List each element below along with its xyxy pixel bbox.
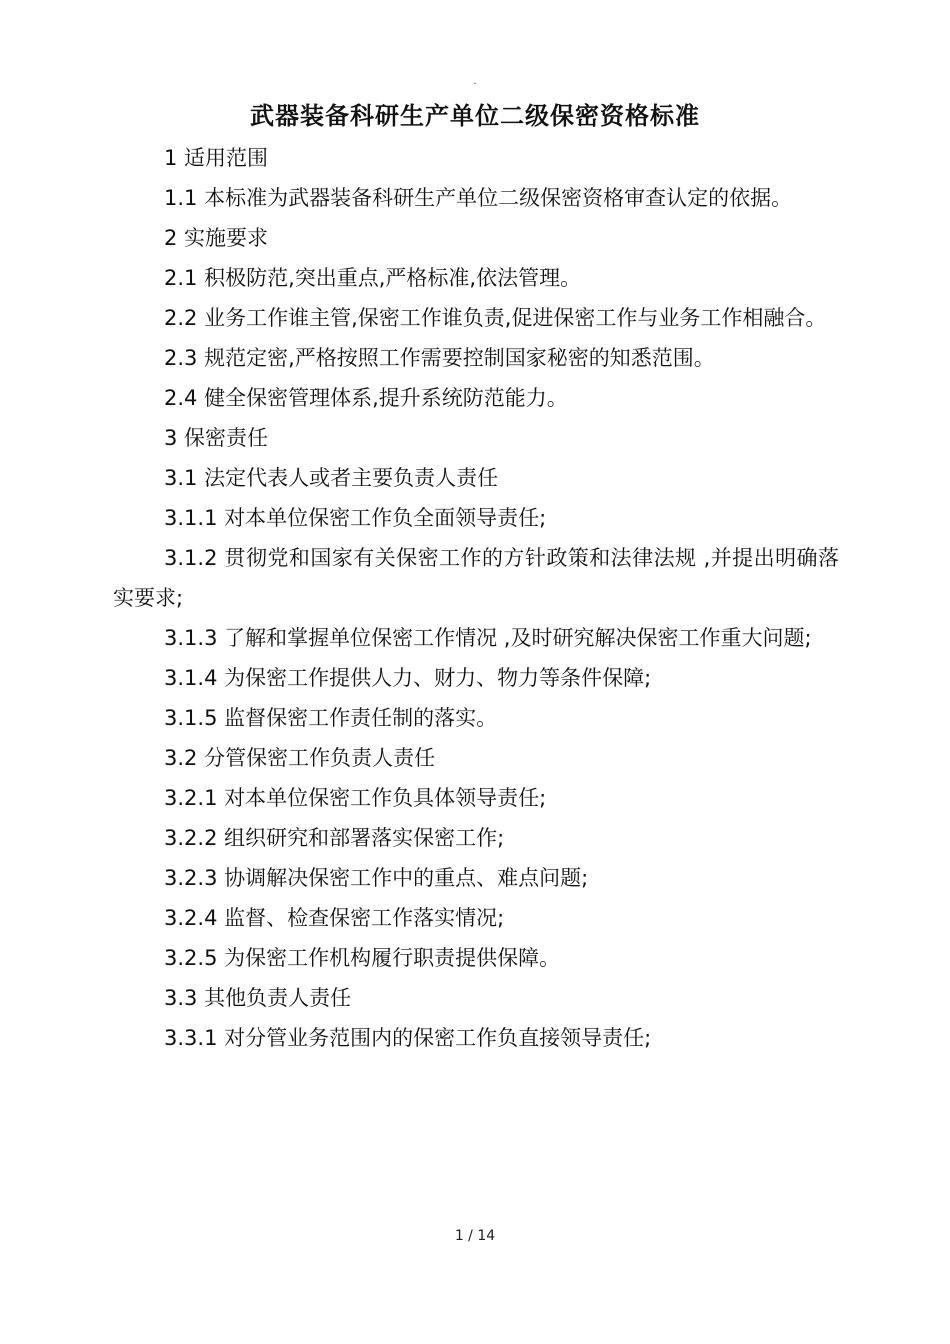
paragraph-3-2-3: 3.2.3 协调解决保密工作中的重点、难点问题; bbox=[164, 866, 589, 890]
paragraph-3-1-3: 3.1.3 了解和掌握单位保密工作情况 ,及时研究解决保密工作重大问题; bbox=[164, 626, 812, 650]
paragraph-3-3-1: 3.3.1 对分管业务范围内的保密工作负直接领导责任; bbox=[164, 1026, 652, 1050]
paragraph-3-2: 3.2 分管保密工作负责人责任 bbox=[164, 746, 436, 770]
paragraph-section-1: 1 适用范围 bbox=[164, 146, 269, 170]
paragraph-3-2-4: 3.2.4 监督、检查保密工作落实情况; bbox=[164, 906, 505, 930]
paragraph-3-1-2: 3.1.2 贯彻党和国家有关保密工作的方针政策和法律法规 ,并提出明确落实要求; bbox=[113, 546, 839, 610]
paragraph-3-1: 3.1 法定代表人或者主要负责人责任 bbox=[164, 466, 499, 490]
document-body bbox=[113, 138, 839, 1058]
page-number: 1 / 14 bbox=[454, 1228, 496, 1244]
paragraph-3-2-2: 3.2.2 组织研究和部署落实保密工作; bbox=[164, 826, 505, 850]
paragraph-2-2: 2.2 业务工作谁主管,保密工作谁负责,促进保密工作与业务工作相融合。 bbox=[164, 306, 827, 330]
paragraph-1-1: 1.1 本标准为武器装备科研生产单位二级保密资格审查认定的依据。 bbox=[164, 186, 793, 210]
paragraph-2-1: 2.1 积极防范,突出重点,严格标准,依法管理。 bbox=[164, 266, 582, 290]
paragraph-3-1-4: 3.1.4 为保密工作提供人力、财力、物力等条件保障; bbox=[164, 666, 652, 690]
paragraph-3-1-1: 3.1.1 对本单位保密工作负全面领导责任; bbox=[164, 506, 547, 530]
paragraph-3-2-1: 3.2.1 对本单位保密工作负具体领导责任; bbox=[164, 786, 547, 810]
paragraph-3-1-5: 3.1.5 监督保密工作责任制的落实。 bbox=[164, 706, 498, 730]
header-mark: . bbox=[473, 76, 477, 87]
paragraph-2-3: 2.3 规范定密,严格按照工作需要控制国家秘密的知悉范围。 bbox=[164, 346, 715, 370]
paragraph-section-2: 2 实施要求 bbox=[164, 226, 269, 250]
paragraph-3-2-5: 3.2.5 为保密工作机构履行职责提供保障。 bbox=[164, 946, 561, 970]
document-title: 武器装备科研生产单位二级保密资格标准 bbox=[250, 102, 700, 130]
paragraph-section-3: 3 保密责任 bbox=[164, 426, 269, 450]
paragraph-3-3: 3.3 其他负责人责任 bbox=[164, 986, 352, 1010]
paragraph-2-4: 2.4 健全保密管理体系,提升系统防范能力。 bbox=[164, 386, 568, 410]
